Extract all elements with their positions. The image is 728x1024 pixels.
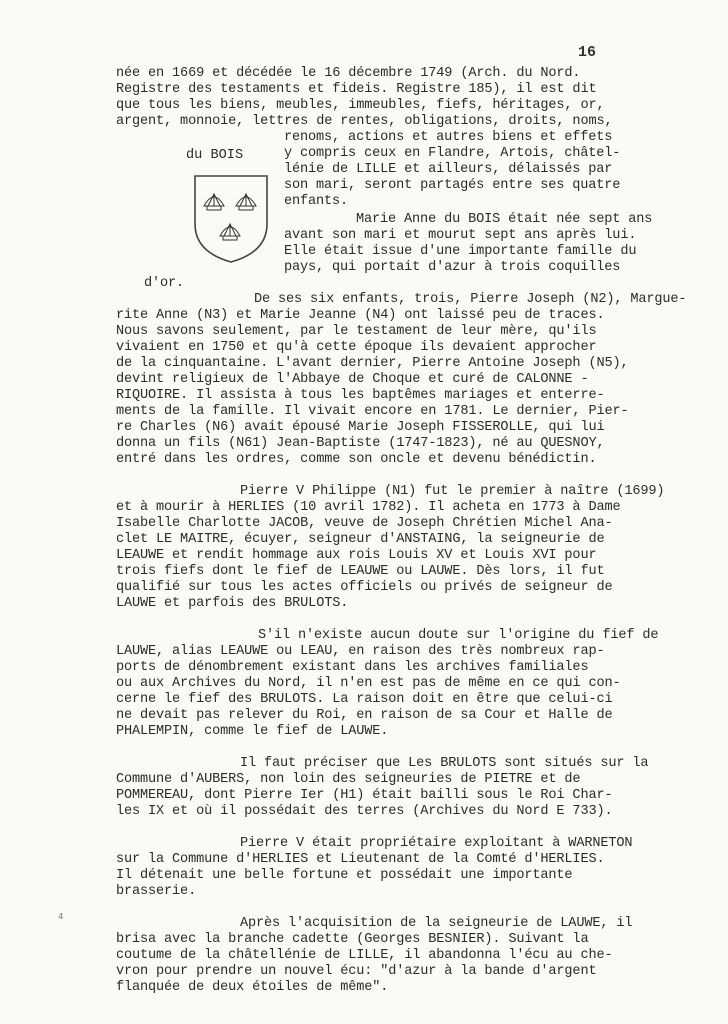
text-line: POMMEREAU, dont Pierre Ier (H1) était bailli sous le Roi Char-: [116, 788, 613, 803]
text-line: Après l'acquisition de la seigneurie de LAUWE, il: [240, 916, 633, 931]
text-line: entré dans les ordres, comme son oncle et devenu bénédictin.: [116, 452, 597, 467]
text-line: S'il n'existe aucun doute sur l'origine du fief de: [258, 628, 659, 643]
text-line: brasserie.: [116, 884, 197, 899]
shell-icon: [236, 194, 256, 210]
text-line: re Charles (N6) avait épousé Marie Joseph FISSEROLLE, qui lui: [116, 420, 605, 435]
shell-icon: [220, 224, 240, 240]
text-line: Il détenait une belle fortune et possédait une importante: [116, 868, 573, 883]
coat-of-arms-icon: [192, 172, 270, 264]
text-line: lénie de LILLE et ailleurs, délaissés par: [284, 162, 613, 177]
text-line: LAUWE, alias LEAUWE ou LEAU, en raison des très nombreux rap-: [116, 644, 605, 659]
text-line: Registre des testaments et fideis. Registre 185), il est dit: [116, 82, 597, 97]
text-line: qualifié sur tous les actes officiels ou privés de seigneur de: [116, 580, 613, 595]
margin-mark: 4: [58, 912, 64, 922]
text-line: donna un fils (N61) Jean-Baptiste (1747-1823), né au QUESNOY,: [116, 436, 605, 451]
text-line: Isabelle Charlotte JACOB, veuve de Joseph Chrétien Michel Ana-: [116, 516, 613, 531]
text-line: Marie Anne du BOIS était née sept ans: [356, 212, 653, 227]
text-line: De ses six enfants, trois, Pierre Joseph (N2), Margue-: [254, 292, 687, 307]
text-line: avant son mari et mourut sept ans après lui.: [284, 228, 637, 243]
text-line: que tous les biens, meubles, immeubles, fiefs, héritages, or,: [116, 98, 605, 113]
text-line: Pierre V Philippe (N1) fut le premier à naître (1699): [240, 484, 665, 499]
text-line: pays, qui portait d'azur à trois coquilles: [284, 260, 621, 275]
text-line: RIQUOIRE. Il assista à tous les baptêmes mariages et enterre-: [116, 388, 605, 403]
text-line: brisa avec la branche cadette (Georges BESNIER). Suivant la: [116, 932, 589, 947]
text-line: LAUWE et parfois des BRULOTS.: [116, 596, 349, 611]
text-line: de la cinquantaine. L'avant dernier, Pierre Antoine Joseph (N5),: [116, 356, 629, 371]
text-line: sur la Commune d'HERLIES et Lieutenant de la Comté d'HERLIES.: [116, 852, 605, 867]
text-line: Nous savons seulement, par le testament de leur mère, qu'ils: [116, 324, 597, 339]
text-line: y compris ceux en Flandre, Artois, châtel-: [284, 146, 621, 161]
text-line: argent, monnoie, lettres de rentes, obligations, droits, noms,: [116, 114, 613, 129]
text-line: ne devait pas relever du Roi, en raison de sa Cour et Halle de: [116, 708, 613, 723]
text-line: Pierre V était propriétaire exploitant à WARNETON: [240, 836, 633, 851]
text-line: cerne le fief des BRULOTS. La raison doit en être que celui-ci: [116, 692, 613, 707]
text-line: trois fiefs dont le fief de LEAUWE ou LAUWE. Dès lors, il fut: [116, 564, 605, 579]
text-line: Commune d'AUBERS, non loin des seigneuries de PIETRE et de: [116, 772, 581, 787]
text-line: vivaient en 1750 et qu'à cette époque ils devaient approcher: [116, 340, 597, 355]
text-line: enfants.: [284, 194, 349, 209]
text-line: devint religieux de l'Abbaye de Choque et curé de CALONNE -: [116, 372, 589, 387]
text-line: Il faut préciser que Les BRULOTS sont situés sur la: [240, 756, 649, 771]
text-line: renoms, actions et autres biens et effets: [284, 130, 613, 145]
text-line: flanquée de deux étoiles de même".: [116, 980, 389, 995]
text-line: son mari, seront partagés entre ses quatre: [284, 178, 621, 193]
text-line: née en 1669 et décédée le 16 décembre 1749 (Arch. du Nord.: [116, 66, 581, 81]
text-line: les IX et où il possédait des terres (Archives du Nord E 733).: [116, 804, 613, 819]
text-line: coutume de la châtellénie de LILLE, il abandonna l'écu au che-: [116, 948, 613, 963]
crest-label: du BOIS: [186, 148, 244, 163]
text-line: ports de dénombrement existant dans les archives familiales: [116, 660, 589, 675]
text-line: ou aux Archives du Nord, il n'en est pas de même en ce qui con-: [116, 676, 621, 691]
text-line: PHALEMPIN, comme le fief de LAUWE.: [116, 724, 389, 739]
text-line: rite Anne (N3) et Marie Jeanne (N4) ont laissé peu de traces.: [116, 308, 605, 323]
text-line: et à mourir à HERLIES (10 avril 1782). Il acheta en 1773 à Dame: [116, 500, 621, 515]
text-line: vron pour prendre un nouvel écu: "d'azur à la bande d'argent: [116, 964, 597, 979]
page-number: 16: [578, 44, 597, 61]
text-line: LEAUWE et rendit hommage aux rois Louis XV et Louis XVI pour: [116, 548, 597, 563]
shell-icon: [204, 194, 224, 210]
text-line: d'or.: [144, 276, 185, 291]
text-line: ments de la famille. Il vivait encore en 1781. Le dernier, Pier-: [116, 404, 629, 419]
text-line: Elle était issue d'une importante famille du: [284, 244, 637, 259]
text-line: clet LE MAITRE, écuyer, seigneur d'ANSTAING, la seigneurie de: [116, 532, 605, 547]
